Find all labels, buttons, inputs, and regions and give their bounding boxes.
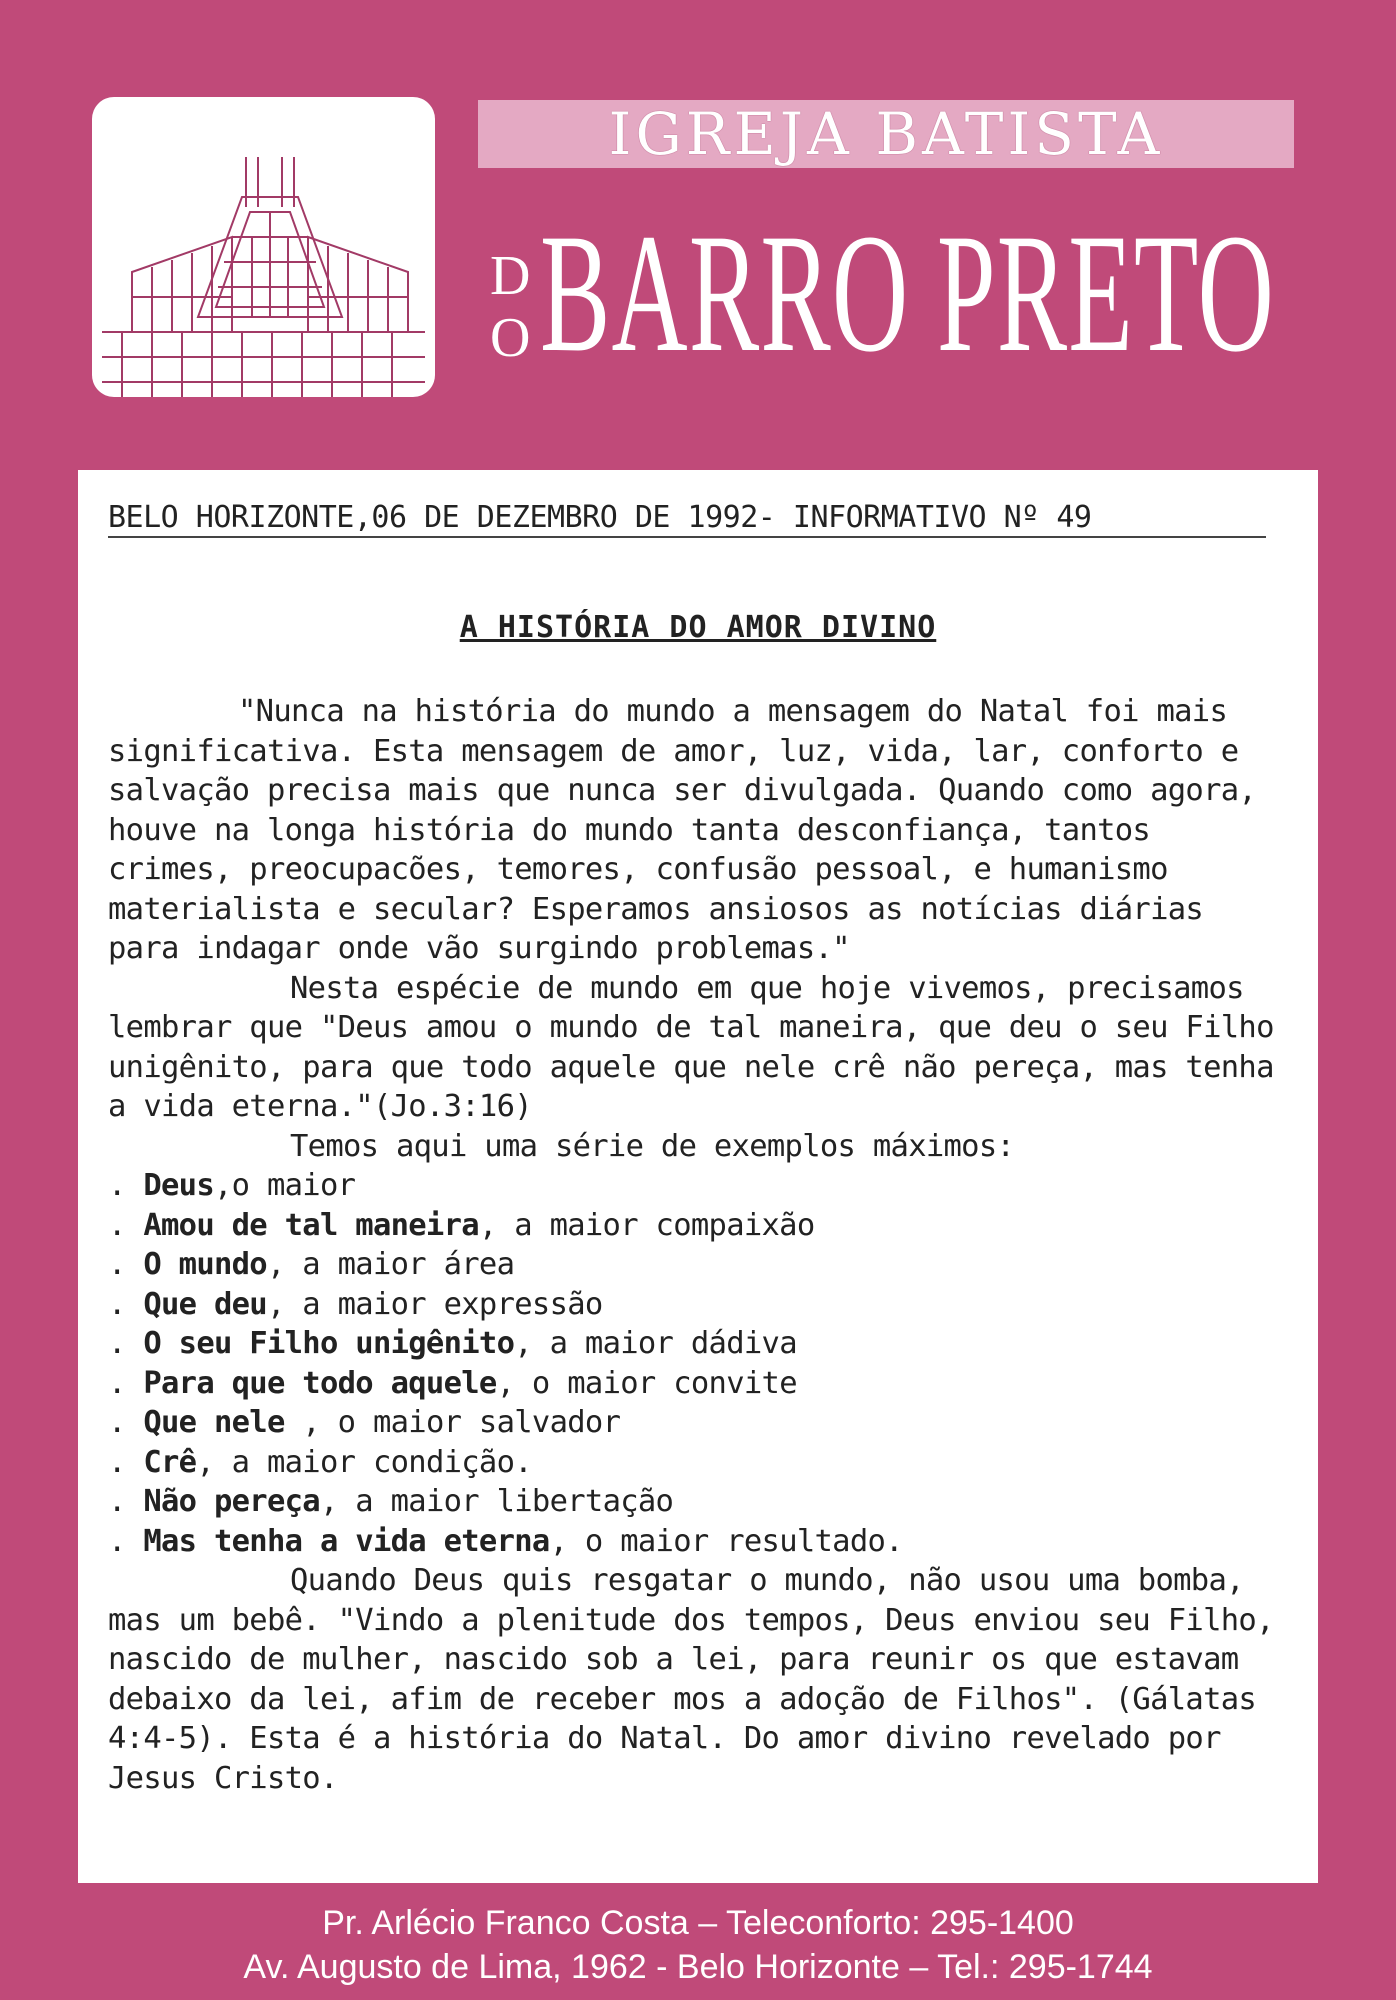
list-item-bold: Que deu xyxy=(143,1286,267,1322)
list-item-bold: Crê xyxy=(143,1444,197,1480)
list-item xyxy=(108,1206,1288,1246)
header-divider xyxy=(108,536,1266,538)
list-bullet: . xyxy=(108,1168,144,1203)
list-item-rest: , a maior compaixão xyxy=(478,1207,815,1243)
article-body xyxy=(108,692,1288,1798)
list-bullet: . xyxy=(108,1365,144,1401)
church-logo xyxy=(92,97,435,397)
list-item-rest: , a maior expressão xyxy=(266,1286,603,1322)
list-item-rest: , a maior área xyxy=(266,1247,515,1282)
masthead-line1: IGREJA BATISTA xyxy=(608,100,1164,168)
list-item xyxy=(108,1364,1288,1404)
list-item xyxy=(108,1443,1288,1483)
list-bullet: . xyxy=(108,1207,144,1243)
list-item-bold: Que nele xyxy=(143,1405,285,1440)
list-item-bold: Amou de tal maneira xyxy=(143,1207,479,1243)
masthead-do xyxy=(490,245,531,369)
bulletin-paper xyxy=(78,470,1318,1883)
list-item-bold: Para que todo aquele xyxy=(143,1365,497,1401)
paragraph-3: Quando Deus quis resgatar o mundo, não usou uma bomba, mas um bebê. "Vindo a plenitude dos tempos, Deus enviou seu Filho, nascido de mulher, nascido sob a lei, para reunir os que estavam debaixo da lei, afim de receber mos a adoção de Filhos". (Gálatas 4:4-5). Esta é a história do Natal. Do amor divino revelado por Jesus Cristo. xyxy=(108,1563,1274,1796)
list-intro: Temos aqui uma série de exemplos máximos: xyxy=(290,1128,1015,1164)
list-item-bold: O seu Filho unigênito xyxy=(143,1326,515,1361)
list-item-bold: Mas tenha a vida eterna xyxy=(143,1523,550,1559)
masthead-main: BARRO PRETO xyxy=(540,199,1276,387)
list-bullet: . xyxy=(108,1247,144,1282)
list-bullet: . xyxy=(108,1286,144,1322)
list-item-bold: Deus xyxy=(143,1168,214,1203)
list-item xyxy=(108,1166,1288,1206)
bulletin-header: BELO HORIZONTE,06 DE DEZEMBRO DE 1992- INFORMATIVO Nº 49 xyxy=(108,500,1092,535)
list-item-rest: , o maior convite xyxy=(496,1365,797,1401)
church-building-icon xyxy=(92,97,435,397)
examples-list xyxy=(108,1166,1288,1561)
list-bullet: . xyxy=(108,1444,144,1480)
list-bullet: . xyxy=(108,1326,144,1361)
list-item xyxy=(108,1285,1288,1325)
list-bullet: . xyxy=(108,1405,144,1440)
list-item xyxy=(108,1482,1288,1522)
paragraph-1: "Nunca na história do mundo a mensagem do Natal foi mais significativa. Esta mensagem de amor, luz, vida, lar, conforto e salvação precisa mais que nunca ser divulgada. Quando como agora, houve na longa história do mundo tanta desconfiança, tantos crimes, preocupacões, temores, confusão pessoal, e humanismo materialista e secular? Esperamos ansiosos as notícias diárias para indagar onde vão surgindo problemas." xyxy=(108,694,1257,966)
list-item-rest: , a maior libertação xyxy=(319,1484,674,1519)
list-item xyxy=(108,1403,1288,1443)
list-bullet: . xyxy=(108,1523,144,1559)
list-item-rest: , a maior condição. xyxy=(196,1444,532,1480)
list-item xyxy=(108,1245,1288,1285)
paragraph-2: Nesta espécie de mundo em que hoje vivemos, precisamos lembrar que "Deus amou o mundo de tal maneira, que deu o seu Filho unigênito, para que todo aquele que nele crê não pereça, mas tenha a vida eterna."(Jo.3:16) xyxy=(108,970,1274,1124)
list-item xyxy=(108,1324,1288,1364)
list-item xyxy=(108,1522,1288,1562)
list-item-bold: O mundo xyxy=(143,1247,267,1282)
list-item-bold: Não pereça xyxy=(143,1484,320,1519)
list-item-rest: , a maior dádiva xyxy=(514,1326,797,1361)
list-item-rest: , o maior resultado. xyxy=(549,1523,903,1559)
list-bullet: . xyxy=(108,1484,144,1519)
footer-address-line: Av. Augusto de Lima, 1962 - Belo Horizonte – Tel.: 295-1744 xyxy=(243,1948,1153,1986)
footer-pastor-line: Pr. Arlécio Franco Costa – Teleconforto: 295-1400 xyxy=(322,1904,1074,1942)
article-title: A HISTÓRIA DO AMOR DIVINO xyxy=(459,610,937,645)
list-item-rest: ,o maior xyxy=(213,1168,356,1203)
list-item-rest: , o maior salvador xyxy=(284,1405,621,1440)
masthead-do-text: DO xyxy=(490,245,531,369)
